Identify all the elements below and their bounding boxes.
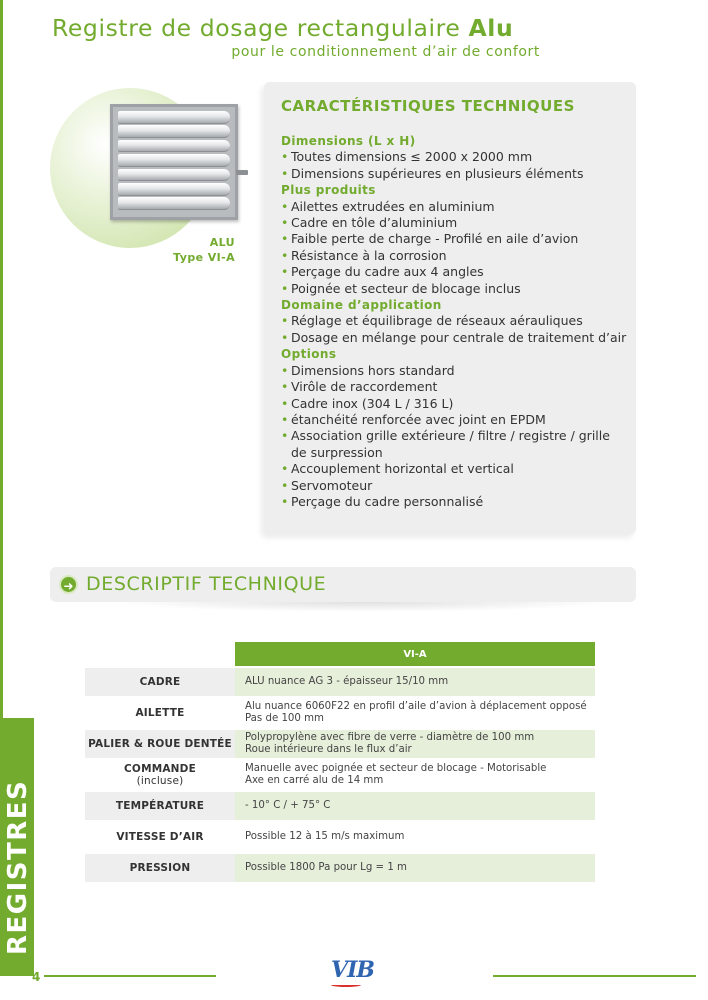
specs-list-item-text: Servomoteur xyxy=(291,477,373,493)
page-number: 4 xyxy=(32,970,41,984)
bullet-icon: • xyxy=(281,362,289,378)
sidebar-section-label: REGISTRES xyxy=(3,779,33,955)
damper-handle xyxy=(236,170,248,175)
specs-section-heading: Dimensions (L x H) xyxy=(281,134,416,148)
specs-list-item-text: Toutes dimensions ≤ 2000 x 2000 mm xyxy=(291,149,533,165)
specs-list-item-text: étanchéité renforcée avec joint en EPDM xyxy=(291,411,546,427)
bullet-icon: • xyxy=(281,411,289,427)
logo-swoosh xyxy=(331,983,361,987)
specs-list-item-text: Réglage et équilibrage de réseaux aérauliques xyxy=(291,313,583,329)
technical-characteristics-panel xyxy=(264,82,636,534)
table-row-value: Alu nuance 6060F22 en profil d’aile d’avion à déplacement opposé Pas de 100 mm xyxy=(235,698,595,728)
damper-blade xyxy=(118,125,230,138)
specs-list-item-text: Dosage en mélange pour centrale de traitement d’air xyxy=(291,329,627,345)
table-row-value: ALU nuance AG 3 - épaisseur 15/10 mm xyxy=(235,668,595,696)
page-subtitle: pour le conditionnement d’air de confort xyxy=(231,44,540,60)
product-label-material: ALU xyxy=(209,236,235,249)
footer-line-left xyxy=(44,975,216,977)
damper-blade xyxy=(118,111,230,124)
specs-section-heading: Options xyxy=(281,347,337,362)
descriptif-header-bar xyxy=(50,567,636,602)
specs-list-item-text: Résistance à la corrosion xyxy=(291,247,447,263)
specs-list-item-text: Dimensions hors standard xyxy=(291,362,455,378)
bullet-icon: • xyxy=(281,231,289,247)
descriptif-title: DESCRIPTIF TECHNIQUE xyxy=(86,573,327,595)
bullet-icon: • xyxy=(281,149,289,165)
specs-list-item xyxy=(281,428,631,444)
table-row xyxy=(85,822,595,852)
specs-list-item xyxy=(281,231,631,247)
bullet-icon: • xyxy=(281,313,289,329)
specs-section-heading: Domaine d’application xyxy=(281,298,442,313)
specs-list-item xyxy=(281,478,631,494)
specs-list-item-continuation: de surpression xyxy=(291,444,383,460)
specs-list-item xyxy=(281,363,631,379)
bullet-icon: • xyxy=(281,215,289,231)
specs-list-item xyxy=(281,248,631,264)
specs-list-item-text: Accouplement horizontal et vertical xyxy=(291,461,514,477)
specs-list-item xyxy=(281,281,631,297)
specs-list-item-text: Cadre en tôle d’aluminium xyxy=(291,215,458,231)
table-row-label: CADRE xyxy=(85,668,235,696)
table-row-value: Polypropylène avec fibre de verre - diamètre de 100 mm Roue intérieure dans le flux d’air xyxy=(235,730,595,758)
damper-blade xyxy=(118,197,230,210)
table-row xyxy=(85,698,595,728)
specs-list-item xyxy=(281,396,631,412)
table-column-header: VI-A xyxy=(235,642,595,666)
specs-section-heading: Plus produits xyxy=(281,183,376,198)
specs-list-item-text: Dimensions supérieures en plusieurs éléments xyxy=(291,165,584,181)
bullet-icon: • xyxy=(281,329,289,345)
specs-list-item xyxy=(281,494,631,510)
table-row-label: TEMPÉRATURE xyxy=(85,792,235,820)
specs-list-item-text: Virôle de raccordement xyxy=(291,379,438,395)
table-row-value: Manuelle avec poignée et secteur de blocage - Motorisable Axe en carré alu de 14 mm xyxy=(235,760,595,790)
specs-list-item-text: Ailettes extrudées en aluminium xyxy=(291,198,495,214)
specs-list-item xyxy=(281,264,631,280)
specs-list-item xyxy=(281,149,631,165)
damper-product-image xyxy=(110,104,238,220)
bullet-icon: • xyxy=(281,379,289,395)
damper-blade xyxy=(118,183,230,196)
specs-list-item-text: Faible perte de charge - Profilé en aile d’avion xyxy=(291,231,579,247)
footer-line-right xyxy=(493,975,696,977)
bullet-icon: • xyxy=(281,477,289,493)
bullet-icon: • xyxy=(281,395,289,411)
technical-spec-table xyxy=(85,640,595,884)
specs-list-item-text: Association grille extérieure / filtre / registre / grille xyxy=(291,428,610,444)
specs-list-item xyxy=(281,412,631,428)
table-row xyxy=(85,792,595,820)
specs-list-item xyxy=(281,199,631,215)
damper-blade xyxy=(118,140,230,153)
vib-logo: VIB xyxy=(331,957,374,983)
arrow-right-circle-icon: ➜ xyxy=(59,575,78,594)
specs-list-item xyxy=(281,166,631,182)
specs-list xyxy=(281,133,631,510)
table-row xyxy=(85,730,595,758)
bullet-icon: • xyxy=(281,493,289,509)
specs-list-item xyxy=(281,313,631,329)
bullet-icon: • xyxy=(281,264,289,280)
table-row xyxy=(85,760,595,790)
table-row-label: COMMANDE (incluse) xyxy=(124,763,196,787)
damper-blade xyxy=(118,169,230,182)
product-label-type: Type VI-A xyxy=(173,251,235,264)
bullet-icon: • xyxy=(281,247,289,263)
specs-title: CARACTÉRISTIQUES TECHNIQUES xyxy=(281,97,575,115)
bullet-icon: • xyxy=(281,428,289,444)
table-row-label: PALIER & ROUE DENTÉE xyxy=(85,730,235,758)
specs-list-item-text: Poignée et secteur de blocage inclus xyxy=(291,280,521,296)
table-row-value: Possible 1800 Pa pour Lg = 1 m xyxy=(235,854,595,882)
bullet-icon: • xyxy=(281,461,289,477)
specs-list-item xyxy=(281,379,631,395)
table-row-value: Possible 12 à 15 m/s maximum xyxy=(235,822,595,852)
table-corner xyxy=(85,642,235,666)
specs-list-item-text: Perçage du cadre aux 4 angles xyxy=(291,264,484,280)
table-row-value: - 10° C / + 75° C xyxy=(235,792,595,820)
bullet-icon: • xyxy=(281,198,289,214)
table-row-label: PRESSION xyxy=(85,854,235,882)
damper-blade xyxy=(118,154,230,167)
specs-list-item-text: Cadre inox (304 L / 316 L) xyxy=(291,395,454,411)
table-row xyxy=(85,854,595,882)
bullet-icon: • xyxy=(281,280,289,296)
specs-list-item xyxy=(281,461,631,477)
specs-list-item xyxy=(281,330,631,346)
page-title: Registre de dosage rectangulaire Alu xyxy=(52,14,514,42)
bullet-icon: • xyxy=(281,165,289,181)
table-row-label: VITESSE D’AIR xyxy=(116,831,204,843)
specs-list-item-text: Perçage du cadre personnalisé xyxy=(291,493,484,509)
table-row xyxy=(85,668,595,696)
table-row-label: AILETTE xyxy=(135,707,185,719)
specs-list-item xyxy=(281,215,631,231)
